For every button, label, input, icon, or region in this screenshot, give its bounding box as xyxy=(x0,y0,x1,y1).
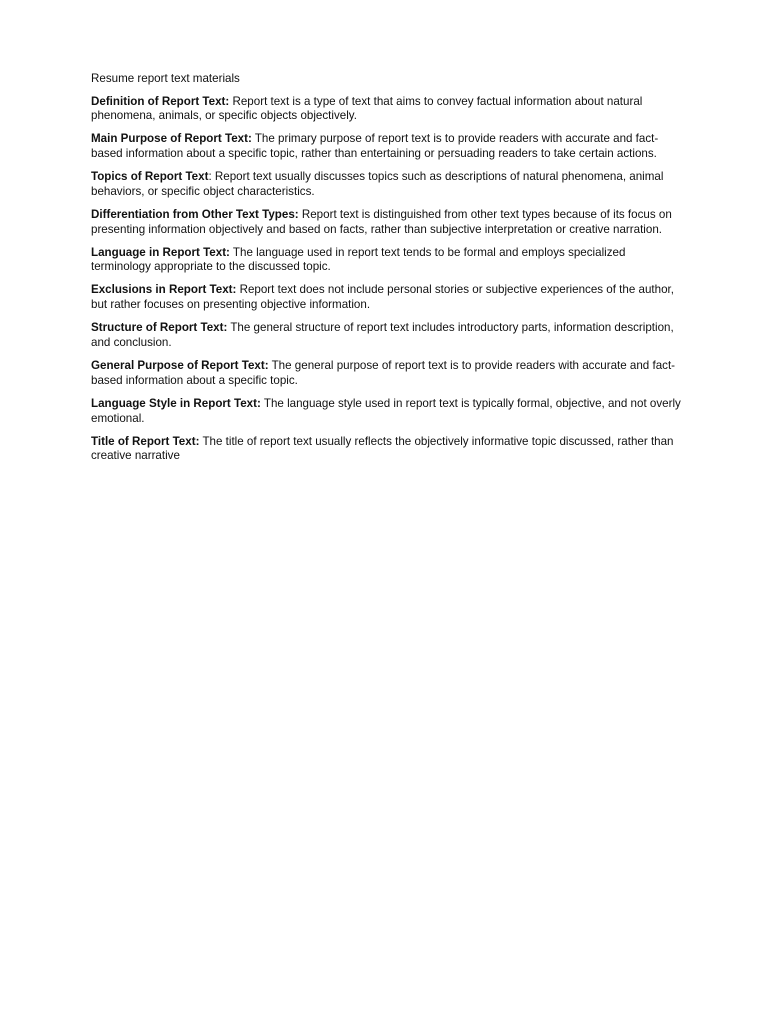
section-text: Report text is a type of text that aims to convey factual information about natural phenomena, animals, or specific objects objectively. xyxy=(91,94,643,123)
section-language xyxy=(91,246,687,276)
section-text: : Report text usually discusses topics such as descriptions of natural phenomena, animal behaviors, or specific object characteristics. xyxy=(91,170,664,198)
section-text: The general purpose of report text is to provide readers with accurate and fact-based information about a specific topic. xyxy=(91,358,676,387)
section-term: Topics of Report Text xyxy=(91,170,209,184)
section-term: Exclusions in Report Text: xyxy=(91,283,237,297)
document-page xyxy=(91,72,687,472)
section-text: Report text is distinguished from other text types because of its focus on presenting information objectively and based on facts, rather than subjective interpretation or creative narration. xyxy=(91,207,672,236)
section-title xyxy=(91,435,687,465)
section-general-purpose xyxy=(91,359,687,389)
section-text: The language used in report text tends to be formal and employs specialized terminology appropriate to the discussed topic. xyxy=(91,245,626,274)
section-term: Structure of Report Text: xyxy=(91,321,228,335)
section-definition xyxy=(91,95,687,125)
section-term: Differentiation from Other Text Types: xyxy=(91,207,299,221)
section-topics xyxy=(91,170,687,200)
section-differentiation xyxy=(91,208,687,238)
section-language-style xyxy=(91,397,687,427)
section-term: Definition of Report Text: xyxy=(91,94,230,108)
section-text: The primary purpose of report text is to provide readers with accurate and fact-based information about a specific topic, rather than entertaining or persuading readers to take certain actions. xyxy=(91,132,659,161)
section-term: Main Purpose of Report Text: xyxy=(91,132,252,146)
section-text: The title of report text usually reflects the objectively informative topic discussed, rather than creative narrative xyxy=(91,434,674,463)
document-title: Resume report text materials xyxy=(91,72,240,85)
section-exclusions xyxy=(91,283,687,313)
section-text: Report text does not include personal stories or subjective experiences of the author, but rather focuses on presenting objective information. xyxy=(91,283,674,312)
section-term: Language Style in Report Text: xyxy=(91,396,261,410)
section-main-purpose xyxy=(91,132,687,162)
section-text: The general structure of report text includes introductory parts, information description, and conclusion. xyxy=(91,321,674,349)
section-term: Title of Report Text: xyxy=(91,434,200,448)
section-structure xyxy=(91,321,687,351)
section-term: Language in Report Text: xyxy=(91,245,230,259)
section-text: The language style used in report text is typically formal, objective, and not overly emotional. xyxy=(91,396,681,425)
section-term: General Purpose of Report Text: xyxy=(91,358,269,372)
